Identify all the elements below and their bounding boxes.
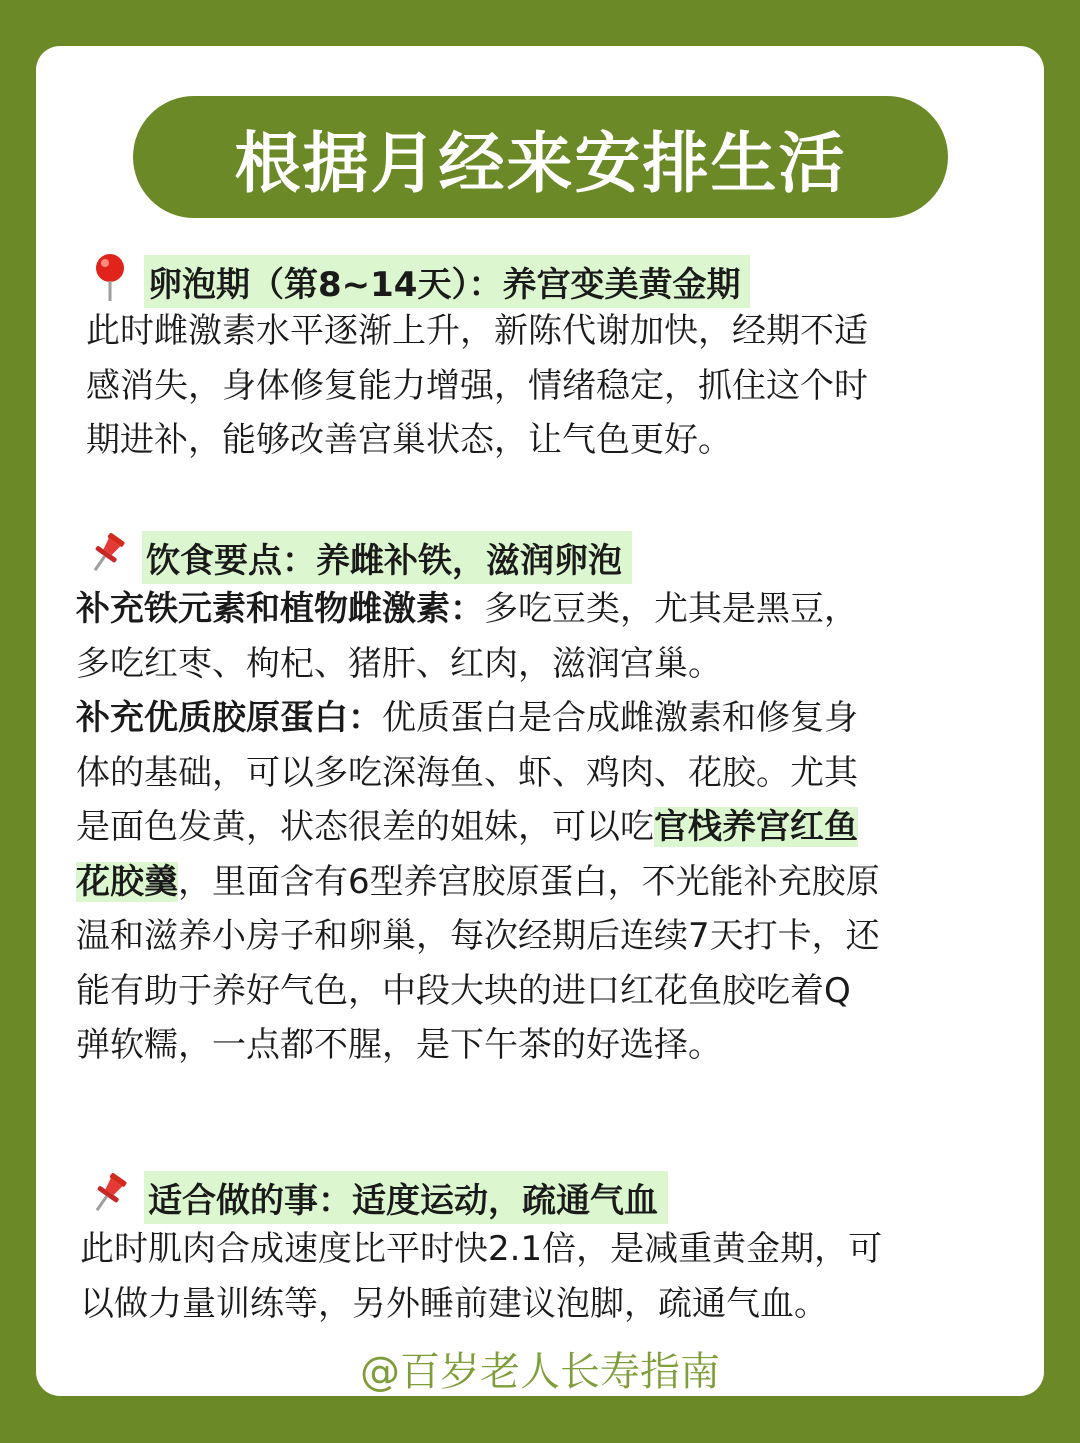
section1-heading-text: 卵泡期（第8~14天）：养宫变美黄金期 <box>144 255 750 308</box>
text-line: 此时雌激素水平逐渐上升，新陈代谢加快，经期不适 <box>86 311 868 351</box>
text-line: 是面色发黄，状态很差的姐妹，可以吃官栈养宫红鱼 <box>76 807 858 847</box>
section2-heading-text: 饮食要点：养雌补铁，滋润卵泡 <box>142 531 632 584</box>
pushpin-icon <box>88 1170 130 1225</box>
section1-heading <box>90 252 750 311</box>
text-line: 感消失，身体修复能力增强，情绪稳定，抓住这个时 <box>86 365 868 406</box>
section1-body <box>86 304 868 468</box>
section3-heading-text: 适合做的事：适度运动，疏通气血 <box>144 1171 668 1224</box>
text-line: 体的基础，可以多吃深海鱼、虾、鸡肉、花胶。尤其 <box>76 752 858 793</box>
text-line: 花胶羹，里面含有6型养宫胶原蛋白，不光能补充胶原 <box>76 861 880 902</box>
text-line: 期进补，能够改善宫巢状态，让气色更好。 <box>86 420 732 460</box>
page-title: 根据月经来安排生活 <box>234 124 847 202</box>
product-highlight: 官栈养宫红鱼 <box>654 807 858 847</box>
text-line: 弹软糯，一点都不腥，是下午茶的好选择。 <box>76 1025 722 1065</box>
text-line: 温和滋养小房子和卵巢，每次经期后连续7天打卡，还 <box>76 916 880 956</box>
text-line: 补充铁元素和植物雌激素：多吃豆类，尤其是黑豆， <box>76 589 858 629</box>
watermark: @百岁老人长寿指南 <box>360 1349 720 1395</box>
text-line: 此时肌肉合成速度比平时快2.1倍，是减重黄金期，可 <box>80 1229 883 1269</box>
text-line: 以做力量训练等，另外睡前建议泡脚，疏通气血。 <box>80 1283 828 1324</box>
content-card <box>36 46 1044 1396</box>
text-line: 多吃红枣、枸杞、猪肝、红肉，滋润宫巢。 <box>76 643 722 684</box>
round-pushpin-icon <box>90 252 130 311</box>
pushpin-icon <box>86 530 128 585</box>
lead-text: 补充优质胶原蛋白： <box>76 698 382 738</box>
text-line: 能有助于养好气色，中段大块的进口红花鱼胶吃着Q <box>76 970 851 1011</box>
section2-heading <box>86 530 632 585</box>
section2-body <box>76 582 880 1073</box>
section3-heading <box>88 1170 668 1225</box>
title-banner <box>133 96 948 218</box>
product-highlight: 花胶羹 <box>76 861 178 902</box>
section3-body <box>80 1222 882 1331</box>
text-line: 补充优质胶原蛋白：优质蛋白是合成雌激素和修复身 <box>76 698 858 738</box>
lead-text: 补充铁元素和植物雌激素： <box>76 589 484 629</box>
